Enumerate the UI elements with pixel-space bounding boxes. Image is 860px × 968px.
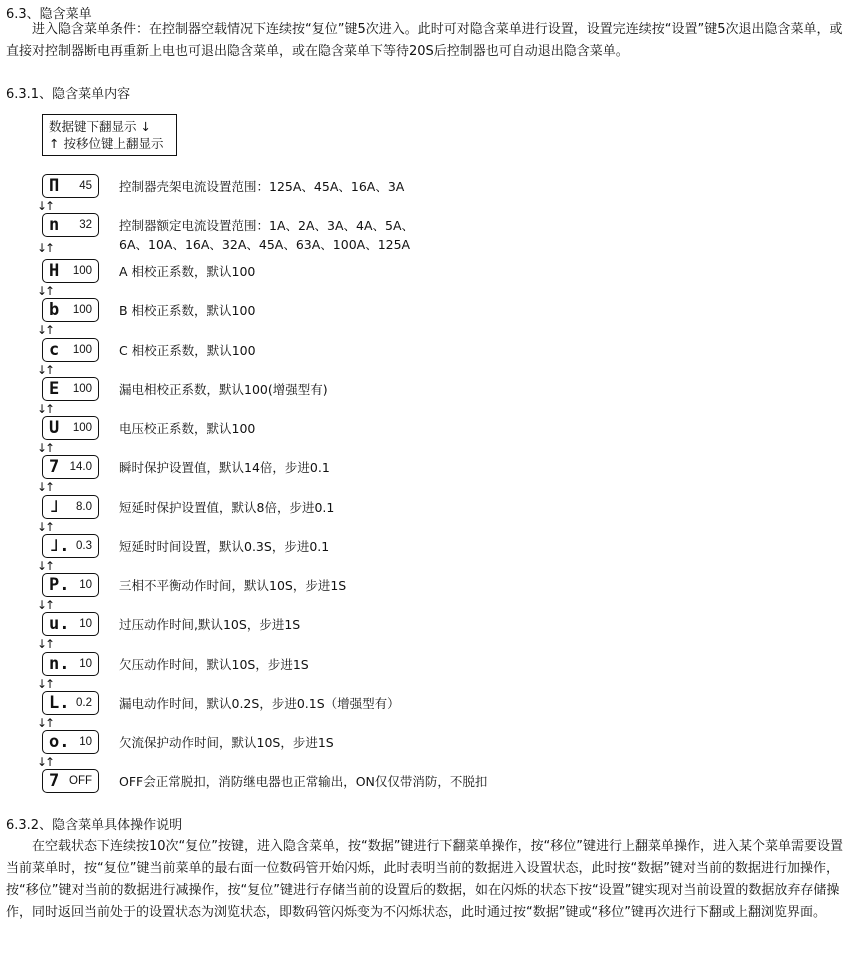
menu-description-line: 控制器额定电流设置范围：1A、2A、3A、4A、5A、 [119,218,415,233]
down-arrow-icon: ↓ [37,440,48,455]
display-value: 10 [79,736,92,748]
menu-description-line: C 相校正系数，默认100 [119,343,256,358]
display-value: 32 [79,219,92,231]
display-box [42,730,99,754]
display-glyph: U [49,418,60,438]
menu-description-line: 欠压动作时间，默认10S，步进1S [119,657,309,672]
display-box [42,213,99,237]
display-value: 100 [72,422,92,434]
display-value: 10 [79,579,92,591]
menu-description [119,262,255,281]
display-glyph: P. [49,575,70,595]
display-box [42,652,99,676]
display-value: 100 [72,383,92,395]
operation-paragraph: 在空载状态下连续按10次“复位”按键，进入隐含菜单，按“数据”键进行下翻菜单操作，按“移位”键进行上翻菜单操作，进入某个菜单需要设置当前菜单时，按“复位”键当前菜单的最右面一位数码管开始闪烁，此时表明当前的数据进入设置状态，此时按“数据”键对当前的数据进行加操作，按“移位”键对当前的数据进行减操作，按“复位”键进行存储当前的设置后的数据，如在闪烁的状态下按“设置”键实现对当前设置的数据放弃存储操作，同时返回当前处于的设置状态为浏览状态，即数码管闪烁变为不闪烁状态，此时通过按“数据”键或“移位”键再次进行下翻或上翻浏览界面。 [6,839,843,920]
display-box [42,259,99,283]
up-arrow-icon: ↑ [45,480,56,494]
menu-description-line2: 6A、10A、16A、32A、45A、63A、100A、125A [119,237,411,252]
menu-description [119,341,256,360]
display-box [42,534,99,558]
display-glyph: c [49,340,60,360]
menu-description [119,177,404,196]
menu-description-line: 三相不平衡动作时间，默认10S，步进1S [119,578,347,593]
display-value: 100 [72,344,92,356]
up-arrow-icon: ↑ [45,558,56,573]
menu-description [119,498,334,517]
menu-description-line: 短延时时间设置，默认0.3S，步进0.1 [119,539,330,554]
display-value: 10 [79,618,92,630]
up-arrow-icon: ↑ [45,754,56,769]
legend-box [42,114,177,156]
down-arrow-icon: ↓ [37,715,48,730]
display-value: 0.2 [76,697,92,709]
menu-description [119,576,346,595]
down-arrow-icon: ↓ [37,597,48,612]
display-value: 10 [79,658,92,670]
up-arrow-icon: ↑ [49,136,60,151]
section-6-3-heading: 6.3、隐含菜单 [6,7,92,22]
display-box [42,769,99,793]
up-arrow-icon: ↑ [45,241,56,255]
navigation-arrows [34,323,54,339]
down-arrow-icon: ↓ [37,198,48,213]
up-arrow-icon: ↑ [45,198,56,213]
display-box [42,338,99,362]
down-arrow-icon: ↓ [37,558,48,573]
down-arrow-icon: ↓ [37,754,48,769]
display-box [42,612,99,636]
down-arrow-icon: ↓ [37,323,48,337]
display-glyph: 7 [49,457,60,477]
display-glyph: u. [49,614,70,634]
menu-description [119,733,334,752]
menu-description [119,537,329,556]
menu-description-line: 短延时保护设置值，默认8倍，步进0.1 [119,500,335,515]
up-arrow-icon: ↑ [45,597,56,612]
menu-description [119,458,330,477]
up-arrow-icon: ↑ [45,362,56,377]
display-value: OFF [69,775,92,787]
menu-description [119,772,487,791]
up-arrow-icon: ↑ [45,637,56,651]
menu-description-line: B 相校正系数，默认100 [119,303,256,318]
navigation-arrows [34,480,54,496]
up-arrow-icon: ↑ [45,323,56,337]
up-arrow-icon: ↑ [45,519,56,534]
up-arrow-icon: ↑ [45,401,56,416]
down-arrow-icon: ↓ [37,241,48,255]
menu-description [119,615,300,634]
down-arrow-icon: ↓ [140,119,151,134]
menu-description-line: OFF会正常脱扣，消防继电器也正常输出，ON仅仅带消防，不脱扣 [119,774,488,789]
menu-description-line: 欠流保护动作时间，默认10S，步进1S [119,735,334,750]
display-glyph: L. [49,693,70,713]
up-arrow-icon: ↑ [45,283,56,298]
display-glyph: ˩ [49,497,60,517]
down-arrow-icon: ↓ [37,362,48,377]
display-glyph: H [49,261,60,281]
display-box [42,416,99,440]
up-arrow-icon: ↑ [45,715,56,730]
menu-description [119,694,400,713]
legend-line-down [49,118,170,135]
display-value: 0.3 [76,540,92,552]
down-arrow-icon: ↓ [37,676,48,691]
menu-description-line: 控制器壳架电流设置范围：125A、45A、16A、3A [119,179,405,194]
display-glyph: o. [49,732,70,752]
display-glyph: E [49,379,60,399]
display-value: 100 [72,304,92,316]
legend-line-up [49,135,170,152]
navigation-arrows [34,637,54,653]
down-arrow-icon: ↓ [37,401,48,416]
display-value: 8.0 [76,501,92,513]
display-box [42,455,99,479]
down-arrow-icon: ↓ [37,519,48,534]
display-glyph: 7 [49,771,60,791]
menu-description [119,419,255,438]
display-box [42,377,99,401]
menu-description [119,380,328,399]
navigation-arrows [34,241,54,257]
menu-description [119,216,414,254]
legend-down-text: 数据键下翻显示 [49,119,137,134]
down-arrow-icon: ↓ [37,480,48,494]
up-arrow-icon: ↑ [45,440,56,455]
display-box [42,573,99,597]
menu-description-line: 漏电相校正系数，默认100(增强型有) [119,382,328,397]
display-box [42,174,99,198]
display-glyph: n [49,215,60,235]
display-box [42,298,99,322]
display-value: 14.0 [69,461,92,473]
intro-paragraph: 进入隐含菜单条件：在控制器空载情况下连续按“复位”键5次进入。此时可对隐含菜单进行设置，设置完连续按“设置”键5次退出隐含菜单，或直接对控制器断电再重新上电也可退出隐含菜单，或在隐含菜单下等待20S后控制器也可自动退出隐含菜单。 [6,22,843,59]
display-glyph: n. [49,654,70,674]
section-6-3-2-heading: 6.3.2、隐含菜单具体操作说明 [6,818,183,833]
display-box [42,691,99,715]
menu-description-line: 漏电动作时间，默认0.2S，步进0.1S（增强型有） [119,696,400,711]
menu-description-line: 过压动作时间,默认10S，步进1S [119,617,301,632]
display-glyph: Π [49,176,60,196]
legend-up-text: 按移位键上翻显示 [63,136,164,151]
menu-description [119,301,255,320]
display-box [42,495,99,519]
menu-description-line: A 相校正系数，默认100 [119,264,256,279]
display-glyph: b [49,300,60,320]
display-value: 100 [72,265,92,277]
display-value: 45 [79,180,92,192]
menu-description-line: 瞬时保护设置值，默认14倍，步进0.1 [119,460,330,475]
section-6-3-1-heading: 6.3.1、隐含菜单内容 [6,87,131,102]
menu-description-line: 电压校正系数，默认100 [119,421,256,436]
down-arrow-icon: ↓ [37,283,48,298]
up-arrow-icon: ↑ [45,676,56,691]
menu-description [119,655,309,674]
down-arrow-icon: ↓ [37,637,48,651]
display-glyph: ˩. [49,536,70,556]
